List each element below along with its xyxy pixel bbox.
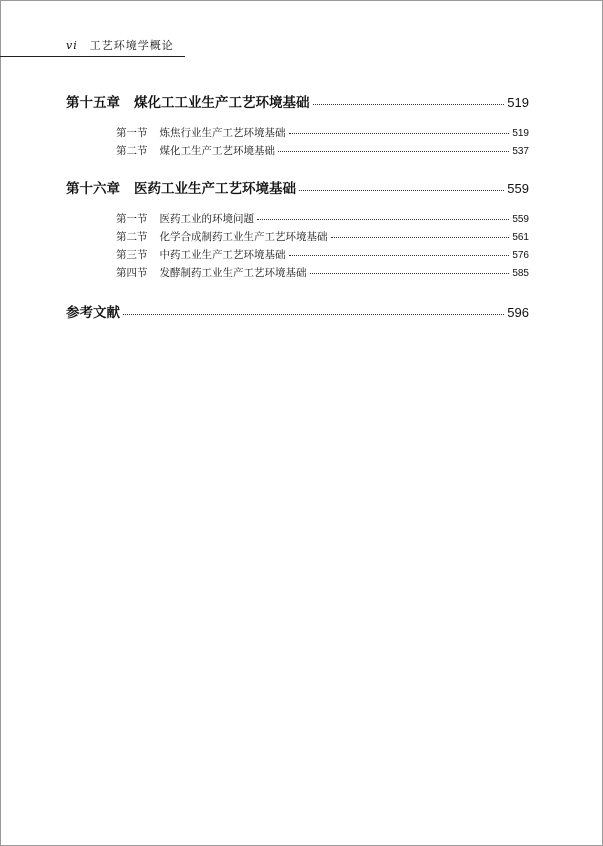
section-number: 第三节 xyxy=(116,249,148,261)
toc-section[interactable] xyxy=(116,211,529,226)
references-title: 参考文献 xyxy=(66,305,120,321)
dot-leader xyxy=(310,273,510,274)
header-page-number: vi xyxy=(66,39,78,52)
toc-section[interactable] xyxy=(116,125,529,140)
section-title: 煤化工生产工艺环境基础 xyxy=(159,145,275,157)
toc-section[interactable] xyxy=(116,247,529,262)
dot-leader xyxy=(257,219,509,220)
section-number: 第一节 xyxy=(116,213,148,225)
toc-section[interactable] xyxy=(116,265,529,280)
dot-leader xyxy=(299,190,504,191)
section-title: 化学合成制药工业生产工艺环境基础 xyxy=(159,231,328,243)
section-number: 第四节 xyxy=(116,267,148,279)
section-page: 559 xyxy=(512,214,529,225)
section-number: 第二节 xyxy=(116,145,148,157)
section-title: 中药工业生产工艺环境基础 xyxy=(159,249,286,261)
chapter-page: 559 xyxy=(507,181,529,196)
section-page: 537 xyxy=(512,146,529,157)
chapter-title: 煤化工工业生产工艺环境基础 xyxy=(134,95,310,111)
section-number: 第一节 xyxy=(116,127,148,139)
section-number: 第二节 xyxy=(116,231,148,243)
dot-leader xyxy=(278,151,509,152)
chapter-number: 第十六章 xyxy=(66,181,120,197)
dot-leader xyxy=(331,237,510,238)
toc-chapter-16[interactable] xyxy=(66,177,529,197)
section-title: 炼焦行业生产工艺环境基础 xyxy=(159,127,286,139)
section-page: 585 xyxy=(512,268,529,279)
references-page: 596 xyxy=(507,305,529,320)
dot-leader xyxy=(123,314,504,315)
toc-chapter-15[interactable] xyxy=(66,91,529,111)
dot-leader xyxy=(313,104,505,105)
section-title: 发酵制药工业生产工艺环境基础 xyxy=(159,267,307,279)
section-page: 576 xyxy=(512,250,529,261)
header-rule xyxy=(0,56,185,57)
chapter-title: 医药工业生产工艺环境基础 xyxy=(134,181,296,197)
header-book-title: 工艺环境学概论 xyxy=(89,39,174,52)
chapter-number: 第十五章 xyxy=(66,95,120,111)
toc-section[interactable] xyxy=(116,229,529,244)
dot-leader xyxy=(289,133,510,134)
toc-references[interactable] xyxy=(66,301,529,321)
chapter-page: 519 xyxy=(507,95,529,110)
section-page: 519 xyxy=(512,128,529,139)
section-page: 561 xyxy=(512,232,529,243)
running-header xyxy=(66,37,174,53)
dot-leader xyxy=(289,255,510,256)
section-title: 医药工业的环境问题 xyxy=(159,213,254,225)
toc-section[interactable] xyxy=(116,143,529,158)
